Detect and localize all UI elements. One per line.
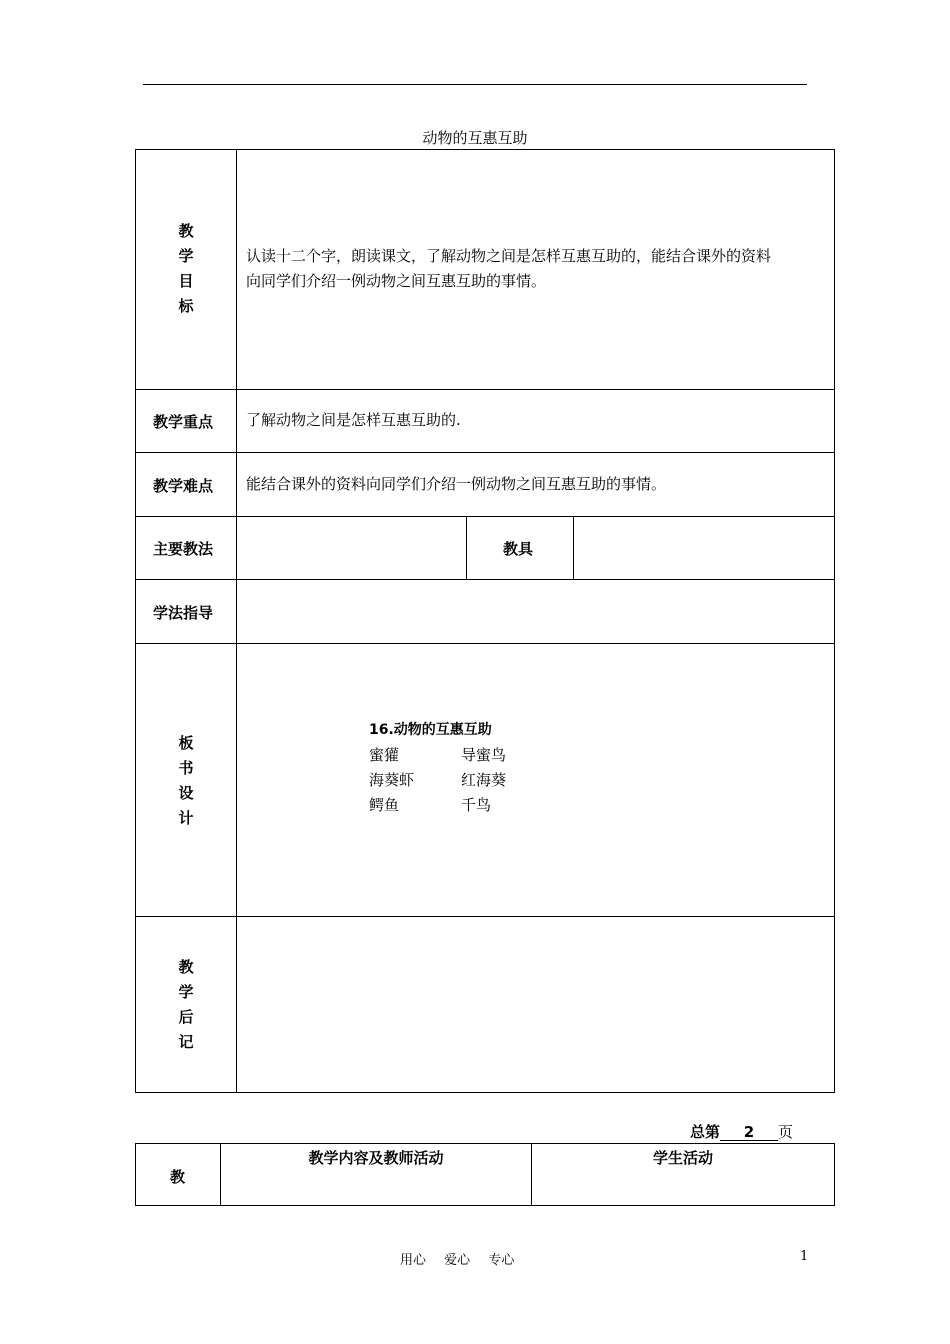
board-label-char: 书 (178, 759, 194, 777)
study-guide-label: 学法指导 (153, 604, 214, 622)
page-total-suffix: 页 (778, 1123, 794, 1141)
board-item: 导蜜鸟 (461, 746, 507, 764)
footer-motto-word: 爱心 (444, 1253, 471, 1268)
board-pair (369, 768, 506, 793)
key-point-label: 教学重点 (153, 413, 214, 431)
row-divider (135, 389, 835, 390)
board-item: 鳄鱼 (369, 796, 400, 814)
goal-label-char: 目 (178, 272, 194, 290)
board-item: 千鸟 (461, 796, 492, 814)
goal-line: 向同学们介绍一例动物之间互惠互助的事情。 (246, 272, 547, 290)
row-divider (135, 516, 835, 517)
difficulty-label: 教学难点 (153, 477, 214, 495)
board-item: 海葵虾 (369, 771, 415, 789)
tools-content-divider (573, 516, 574, 579)
board-design (369, 718, 506, 818)
teacher-activity-header: 教学内容及教师活动 (308, 1149, 444, 1167)
goal-label-char: 标 (178, 297, 194, 315)
header-rule (143, 84, 807, 85)
goal-label-char: 学 (178, 247, 194, 265)
board-item: 红海葵 (461, 771, 507, 789)
goal-label (136, 219, 236, 319)
row-divider (135, 579, 835, 580)
board-label-char: 板 (178, 734, 194, 752)
tools-label: 教具 (503, 540, 534, 558)
goal-line: 认读十二个字，朗读课文，了解动物之间是怎样互惠互助的，能结合课外的资料 (246, 247, 772, 265)
footer-motto-word: 专心 (488, 1253, 515, 1268)
goal-content (246, 244, 832, 294)
page-total (690, 1121, 793, 1142)
student-activity-header: 学生活动 (652, 1149, 713, 1167)
page-total-number: 2 (720, 1124, 778, 1141)
board-title: 16.动物的互惠互助 (369, 722, 492, 738)
document-title: 动物的互惠互助 (422, 129, 528, 147)
reflection-label-char: 学 (178, 983, 194, 1001)
goal-label-char: 教 (178, 222, 194, 240)
reflection-label-char: 教 (178, 958, 194, 976)
page-total-prefix: 总第 (690, 1123, 721, 1141)
row-divider (135, 643, 835, 644)
reflection-label-char: 后 (178, 1008, 194, 1026)
board-pair (369, 743, 506, 768)
footer-page-number: 1 (800, 1249, 809, 1264)
method-tools-divider (466, 516, 467, 579)
row-divider (135, 916, 835, 917)
board-item: 蜜獾 (369, 746, 400, 764)
footer-motto (400, 1249, 514, 1268)
board-label-char: 计 (178, 809, 194, 827)
activity-left-label: 教 (170, 1168, 186, 1186)
row-divider (135, 452, 835, 453)
label-column-divider (236, 149, 237, 1093)
board-pair (369, 793, 506, 818)
key-point-content: 了解动物之间是怎样互惠互助的. (246, 411, 461, 429)
board-label (136, 731, 236, 831)
footer-motto-word: 用心 (400, 1253, 427, 1268)
method-label: 主要教法 (153, 540, 214, 558)
board-label-char: 设 (178, 784, 194, 802)
reflection-label-char: 记 (178, 1033, 194, 1051)
reflection-label (136, 955, 236, 1055)
difficulty-content: 能结合课外的资料向同学们介绍一例动物之间互惠互助的事情。 (246, 475, 667, 493)
